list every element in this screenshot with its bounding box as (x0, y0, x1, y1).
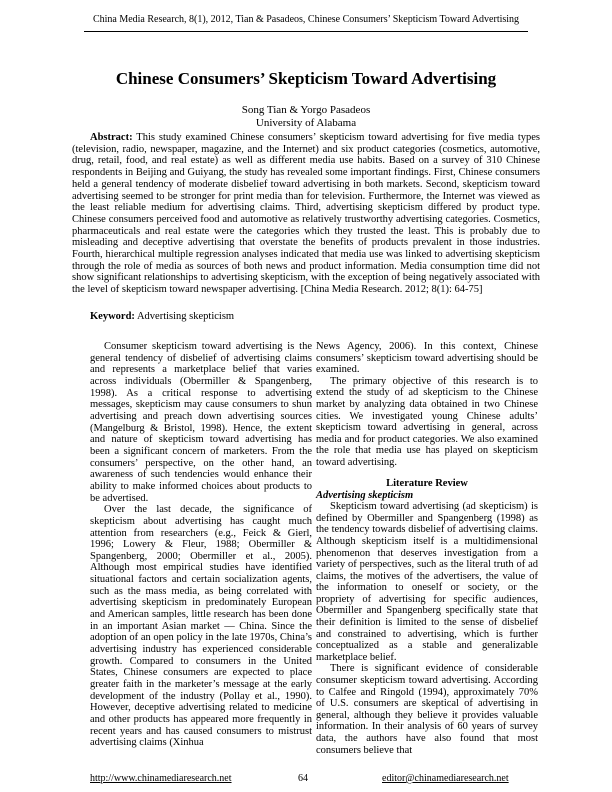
abstract-text: This study examined Chinese consumers’ skepticism toward advertising for five media types (television, radio, newspaper, magazine, and the Internet) and six product categories (cosmetics, automotive, drug, retail, food, and real estate) as well as different media use habits. Based on a survey of 310 Chinese respondents in Beijing and Guiyang, the study has revealed some important findings. First, Chinese consumers held a general tendency of moderate disbelief toward advertising in both markets. Second, skepticism toward advertising seemed to be stronger for print media than for television. Furthermore, the Internet was viewed as the least reliable medium for advertising claims. Third, advertising skepticism differed by product type. Chinese consumers perceived food and automotive as relatively trustworthy advertising categories. Cosmetics, pharmaceuticals and real estate were the categories which they trusted the least. This is probably due to misleading and deceptive advertising that overstate the benefits of products prevalent in those industries. Fourth, hierarchical multiple regression analyses indicated that media use was linked to advertising skepticism through the role of media as sources of both news and product information. Media consumption time did not show significant relationships to advertising skepticism, with the exception of being negatively associated with the level of skepticism toward newspaper advertising. [China Media Research. 2012; 8(1): 64-75] (72, 132, 540, 296)
author-block (60, 104, 552, 130)
footer-email-link[interactable]: editor@chinamediaresearch.net (382, 773, 509, 784)
body-column-left (90, 341, 312, 749)
abstract-label: Abstract: (90, 132, 133, 143)
body-paragraph: Over the last decade, the significance of skepticism about advertising has caught much attention from researchers (e.g., Feick & Gierl, 1996; Lowery & Fleur, 1988; Obermiller & Spangenberg, 2000; Obermiller et al., 2005). Although most empirical studies have identified situational factors and certain socialization agents, such as the mass media, as being correlated with advertising skepticism in predominately European and American samples, little research has been done in an important Asian market ― China. Since the adoption of an open policy in the late 1970s, China’s advertising industry has experienced considerable growth. Compared to consumers in the United States, Chinese consumers are expected to place greater faith in the marketer’s message at the early development of the industry (Pollay et al., 1990). However, deceptive advertising related to medicine and other products has appeared more frequently in recent years and has caused consumers to mistrust advertising claims (Xinhua (90, 504, 312, 749)
body-paragraph: Skepticism toward advertising (ad skepticism) is defined by Obermiller and Spangenberg (1998) as the tendency towards disbelief of advertising claims. Although skepticism itself is a multidimensional phenomenon that deserves investigation from a variety of perspectives, such as the literal truth of ad claims, the motives of the advertisers, the value of the information to oneself or society, or the propriety of advertising for specific audiences, Obermiller and Spangenberg specifically state that their definition is limited to the sense of disbelief and constrained to advertising, which is further conceptualized as a stable and generalizable marketplace belief. (316, 501, 538, 663)
keyword-label: Keyword: (90, 311, 135, 322)
body-paragraph: The primary objective of this research is to extend the study of ad skepticism to the Chinese market by analyzing data obtained in two Chinese cities. We investigated young Chinese adults’ skepticism toward advertising in general, across media and for product categories. We also examined the role that media use has played on skepticism toward advertising. (316, 375, 538, 468)
body-paragraph: Consumer skepticism toward advertising is the general tendency of disbelief of advertising claims and represents a marketplace belief that varies across individuals (Obermiller & Spangenberg, 1998). As a critical response to advertising messages, skepticism may cause consumers to shun advertising and preach down advertising sources (Mangelburg & Bristol, 1998). Hence, the extent and nature of skepticism toward advertising has been a significant concern of marketers. From the consumers’ perspective, on the other hand, an awareness of such tendencies would enhance their ability to make informed choices about products to be advertised. (90, 341, 312, 504)
body-paragraph: There is significant evidence of considerable consumer skepticism toward advertising. According to Calfee and Ringold (1994), approximately 70% of U.S. consumers are skeptical of advertising in general, although they believe it provides valuable information. In their analysis of 60 years of survey data, the authors have also found that most consumers believe that (316, 663, 538, 756)
header-rule (84, 31, 528, 32)
running-header: China Media Research, 8(1), 2012, Tian & Pasadeos, Chinese Consumers’ Skepticism Toward Advertising (92, 14, 520, 25)
keyword-line (90, 311, 540, 323)
author-names: Song Tian & Yorgo Pasadeos (241, 104, 371, 116)
paper-title: Chinese Consumers’ Skepticism Toward Advertising (115, 69, 497, 88)
section-heading: Literature Review (386, 477, 468, 489)
subsection-heading: Advertising skepticism (316, 489, 414, 501)
keyword-text: Advertising skepticism (136, 311, 235, 322)
body-paragraph: News Agency, 2006). In this context, Chinese consumers’ skepticism toward advertising should be examined. (316, 341, 538, 376)
page-number: 64 (298, 773, 308, 784)
footer-website-link[interactable]: http://www.chinamediaresearch.net (90, 773, 232, 784)
abstract (72, 132, 540, 296)
body-column-right (316, 341, 538, 756)
author-affiliation: University of Alabama (255, 117, 357, 129)
